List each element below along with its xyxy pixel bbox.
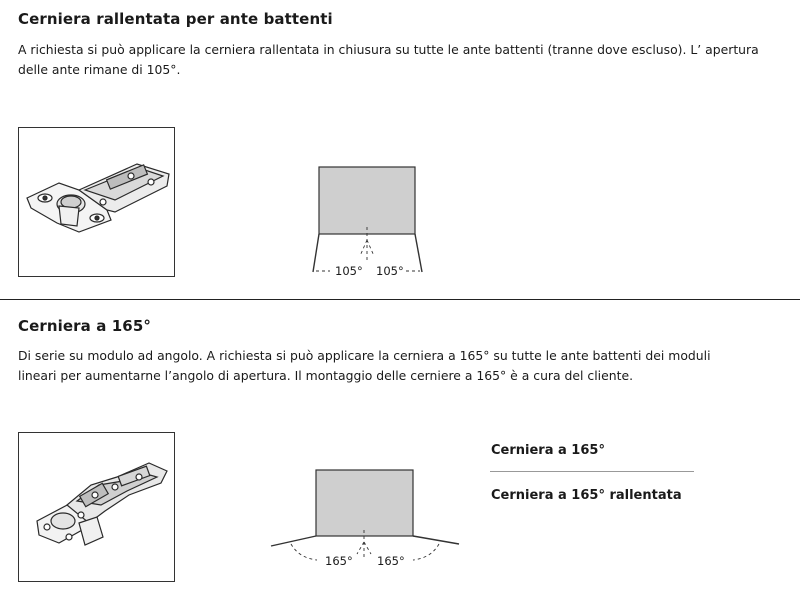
section1-paragraph-line: A richiesta si può applicare la cerniera rallentata in chiusura su tutte le ante battenti (tranne dove escluso). L’ apertura (18, 42, 759, 57)
right-door-line (415, 234, 422, 272)
option-hinge-165-soft-close: Cerniera a 165° rallentata (491, 488, 682, 503)
hinge-105-diagram (300, 160, 440, 285)
hinge-165-diagram (265, 462, 465, 577)
left-angle-label: 165° (325, 554, 353, 568)
left-angle-label: 105° (335, 264, 363, 278)
section2-paragraph-line: Di serie su modulo ad angolo. A richiesta si può applicare la cerniera a 165° su tutte le ante battenti dei moduli (18, 348, 711, 363)
section2-title: Cerniera a 165° (18, 317, 151, 335)
section2-paragraph-line: lineari per aumentarne l’angolo di apertura. Il montaggio delle cerniere a 165° è a cura del cliente. (18, 368, 634, 383)
right-angle-label: 165° (377, 554, 405, 568)
cabinet-panel (319, 167, 415, 234)
right-door-line (413, 536, 459, 544)
left-door-line (313, 234, 319, 272)
left-door-line (271, 536, 316, 546)
right-angle-label: 105° (376, 264, 404, 278)
soft-close-hinge-icon (19, 128, 174, 276)
hinge-165-icon (19, 433, 174, 581)
section1-paragraph-line: delle ante rimane di 105°. (18, 62, 181, 77)
cabinet-panel (316, 470, 413, 536)
option-hinge-165: Cerniera a 165° (491, 443, 605, 458)
hinge-165-image (18, 432, 175, 582)
soft-close-hinge-image (18, 127, 175, 277)
option-separator (490, 471, 694, 472)
section1-title: Cerniera rallentata per ante battenti (18, 10, 333, 28)
section1-paragraph (18, 40, 778, 80)
section-divider (0, 299, 800, 300)
section2-paragraph (18, 346, 778, 386)
